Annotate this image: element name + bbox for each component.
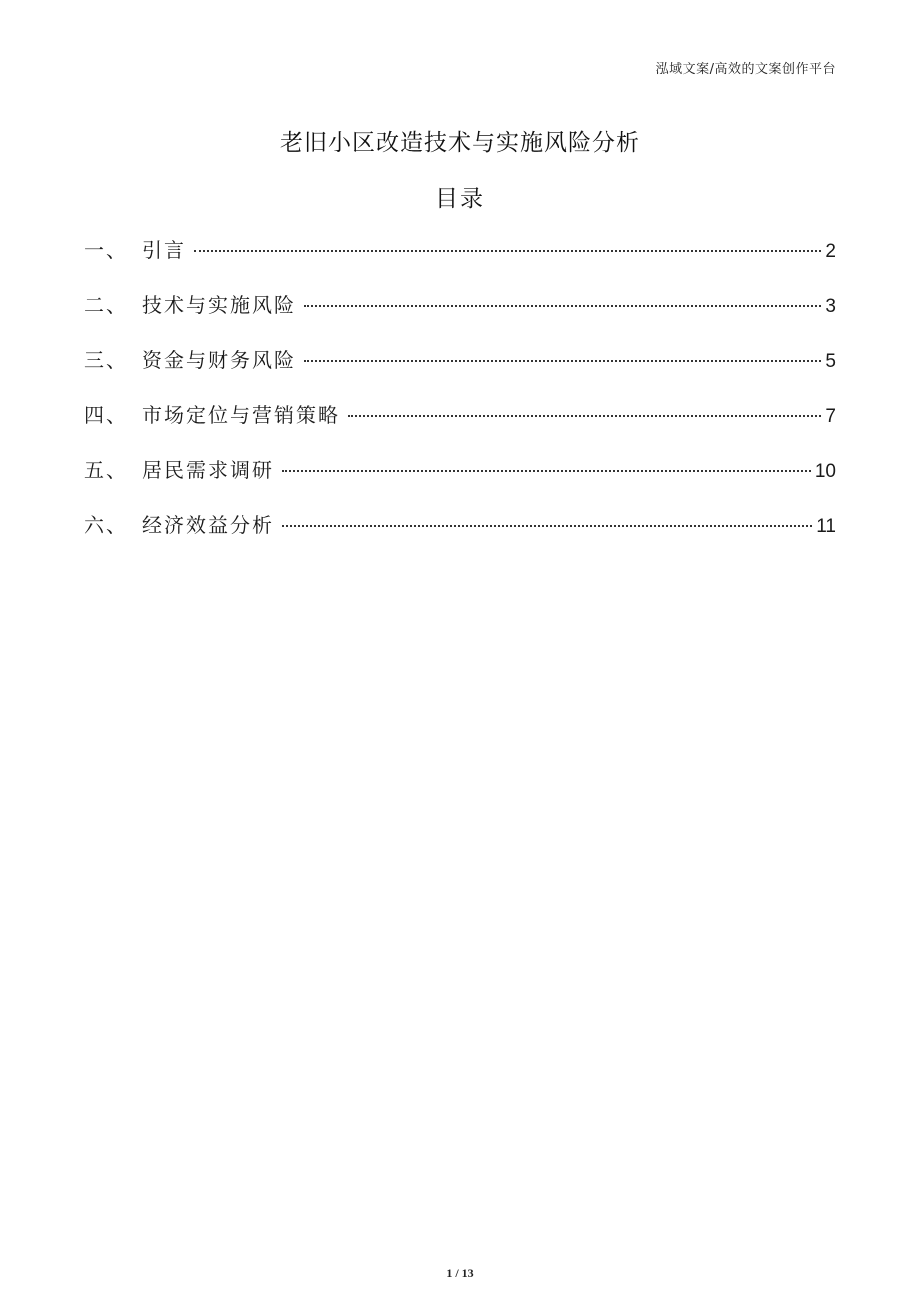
- toc-entry-label: 居民需求调研: [142, 458, 274, 482]
- toc-entry-3[interactable]: [84, 344, 836, 399]
- toc-entry-5[interactable]: [84, 454, 836, 509]
- toc-entry-page: 5: [825, 351, 836, 372]
- toc-entry-page: 3: [825, 296, 836, 317]
- toc-entry-number: 六、: [84, 513, 128, 537]
- toc-entry-1[interactable]: [84, 234, 836, 289]
- page-indicator: 1 / 13: [446, 1266, 474, 1280]
- toc-dot-leader: [282, 525, 812, 527]
- table-of-contents: [84, 234, 836, 564]
- toc-entry-number: 三、: [84, 348, 128, 372]
- toc-dot-leader: [194, 250, 821, 252]
- toc-entry-6[interactable]: [84, 509, 836, 564]
- toc-heading: 目录: [435, 186, 485, 212]
- toc-entry-label: 经济效益分析: [142, 513, 274, 537]
- toc-entry-number: 二、: [84, 293, 128, 317]
- document-title: 老旧小区改造技术与实施风险分析: [280, 130, 640, 156]
- toc-dot-leader: [282, 470, 811, 472]
- toc-entry-page: 10: [814, 461, 836, 482]
- toc-dot-leader: [304, 305, 821, 307]
- toc-entry-page: 7: [825, 406, 836, 427]
- toc-dot-leader: [348, 415, 821, 417]
- toc-entry-label: 技术与实施风险: [142, 293, 296, 317]
- toc-entry-number: 五、: [84, 458, 128, 482]
- toc-entry-4[interactable]: [84, 399, 836, 454]
- toc-entry-label: 资金与财务风险: [142, 348, 296, 372]
- toc-entry-label: 市场定位与营销策略: [142, 403, 340, 427]
- toc-entry-page: 2: [825, 241, 836, 262]
- toc-entry-2[interactable]: [84, 289, 836, 344]
- toc-entry-label: 引言: [142, 238, 186, 262]
- toc-entry-number: 四、: [84, 403, 128, 427]
- toc-entry-page: 11: [816, 516, 836, 537]
- header-brand-note: 泓域文案/高效的文案创作平台: [655, 62, 836, 77]
- toc-entry-number: 一、: [84, 238, 128, 262]
- toc-dot-leader: [304, 360, 821, 362]
